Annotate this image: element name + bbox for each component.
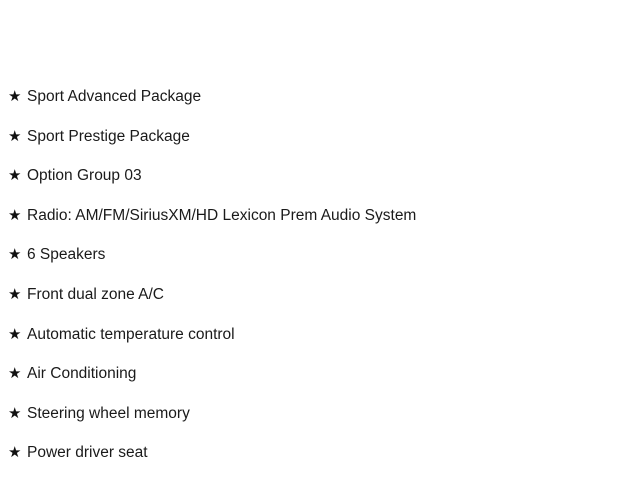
list-item-label: Option Group 03 <box>27 167 142 185</box>
list-item-label: Sport Prestige Package <box>27 127 190 145</box>
star-bullet-icon: ★ <box>8 325 22 343</box>
star-bullet-icon: ★ <box>8 127 22 145</box>
star-bullet-icon: ★ <box>8 404 22 422</box>
list-item <box>0 205 640 245</box>
list-item-label: Air Conditioning <box>27 365 137 383</box>
list-item <box>0 363 640 403</box>
list-item-label: Steering wheel memory <box>27 404 190 422</box>
list-item-label: Power driver seat <box>27 444 148 462</box>
list-item-label: Automatic temperature control <box>27 325 235 343</box>
list-item <box>0 126 640 166</box>
star-bullet-icon: ★ <box>8 88 22 105</box>
star-bullet-icon: ★ <box>8 365 22 383</box>
list-item-label: Front dual zone A/C <box>27 285 164 303</box>
star-bullet-icon: ★ <box>8 285 22 303</box>
vehicle-features-list <box>0 86 640 482</box>
star-bullet-icon: ★ <box>8 206 22 224</box>
list-item <box>0 244 640 284</box>
star-bullet-icon: ★ <box>8 444 22 462</box>
list-item <box>0 442 640 482</box>
star-bullet-icon: ★ <box>8 246 22 264</box>
list-item <box>0 86 640 126</box>
list-item <box>0 403 640 443</box>
list-item <box>0 324 640 364</box>
list-item-label: Sport Advanced Package <box>27 88 202 105</box>
list-item-label: Radio: AM/FM/SiriusXM/HD Lexicon Prem Audio System <box>27 206 417 224</box>
list-item-label: 6 Speakers <box>27 246 106 264</box>
star-bullet-icon: ★ <box>8 167 22 185</box>
list-item <box>0 165 640 205</box>
list-item <box>0 284 640 324</box>
